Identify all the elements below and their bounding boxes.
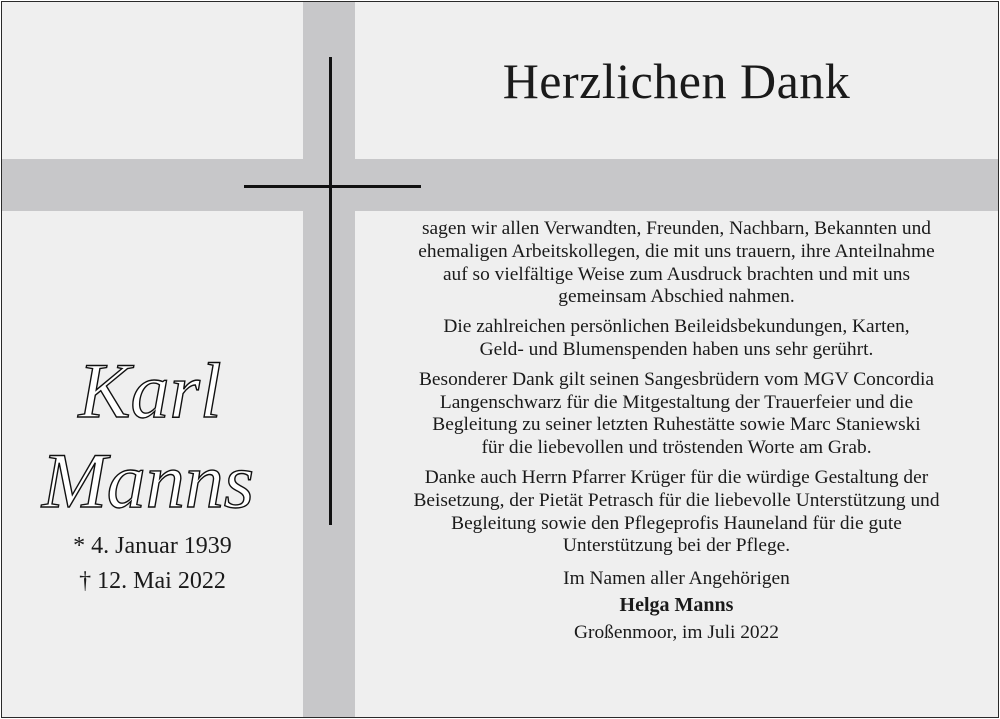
thank-you-text	[360, 218, 993, 646]
text-line: Geld- und Blumenspenden haben uns sehr gerührt.	[479, 338, 874, 360]
life-dates	[2, 529, 303, 599]
obituary-card	[1, 1, 999, 718]
text-line: Begleitung zu seiner letzten Ruhestätte sowie Marc Staniewski	[432, 414, 921, 436]
text-line: Beisetzung, der Pietät Petrasch für die liebevolle Unterstützung und	[413, 489, 940, 511]
birth-date: * 4. Januar 1939	[73, 533, 232, 559]
text-line: auf so vielfältige Weise zum Ausdruck brachten und mit uns	[442, 263, 911, 285]
paragraph	[360, 369, 993, 460]
panel-top-left	[2, 2, 303, 159]
cross-icon	[329, 57, 332, 525]
text-line: ehemaligen Arbeitskollegen, die mit uns trauern, ihre Anteilnahme	[418, 240, 935, 262]
cross-icon-bar	[244, 185, 421, 188]
deceased-name	[2, 327, 303, 527]
text-line: Begleitung sowie den Pflegeprofis Hauneland für die gute	[451, 512, 902, 534]
death-date: † 12. Mai 2022	[79, 568, 226, 594]
deceased-last-name: Manns	[41, 437, 255, 524]
paragraph	[360, 467, 993, 558]
signer-name: Helga Manns	[619, 594, 734, 617]
paragraph	[360, 316, 993, 362]
text-line: Unterstützung bei der Pflege.	[562, 535, 791, 557]
paragraph	[360, 218, 993, 309]
text-line: Danke auch Herrn Pfarrer Krüger für die würdige Gestaltung der	[424, 466, 929, 488]
cross-band-horizontal	[2, 159, 998, 211]
text-line: Besonderer Dank gilt seinen Sangesbrüdern vom MGV Concordia	[418, 368, 934, 390]
text-line: sagen wir allen Verwandten, Freunden, Nachbarn, Bekannten und	[421, 218, 932, 239]
deceased-first-name: Karl	[78, 347, 222, 434]
place-date: Großenmoor, im Juli 2022	[574, 622, 779, 644]
text-line: Die zahlreichen persönlichen Beileidsbekundungen, Karten,	[443, 316, 910, 338]
text-line: für die liebevollen und tröstenden Worte am Grab.	[481, 437, 872, 459]
signoff-intro: Im Namen aller Angehörigen	[563, 568, 790, 590]
text-line: gemeinsam Abschied nahmen.	[558, 286, 795, 308]
text-line: Langenschwarz für die Mitgestaltung der Trauerfeier und die	[439, 391, 914, 413]
page-title: Herzlichen Dank	[502, 53, 851, 109]
signoff	[360, 565, 993, 646]
